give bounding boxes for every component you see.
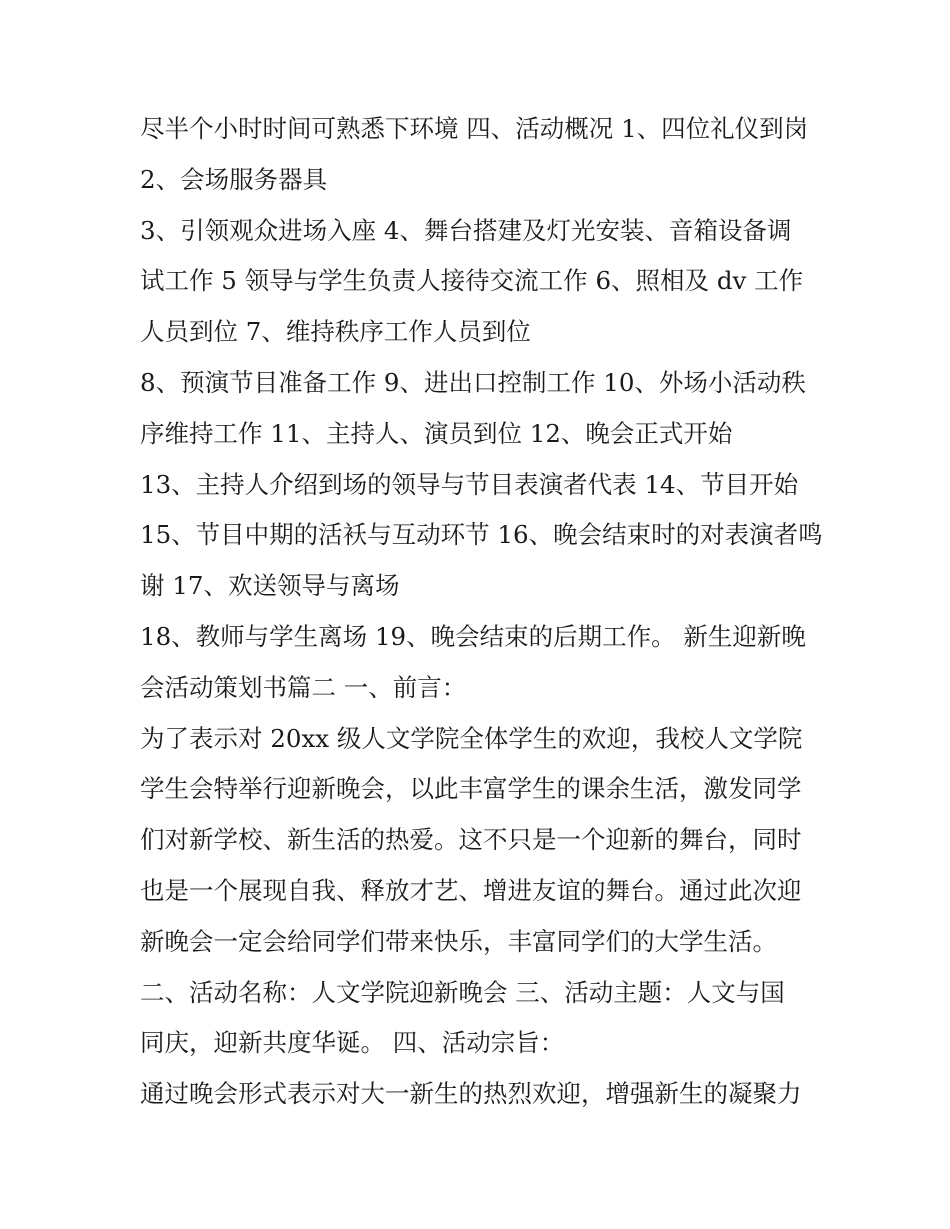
text-line: 18、教师与学生离场 19、晚会结束的后期工作。 新生迎新晚 xyxy=(140,621,806,651)
text-line: 3、引领观众进场入座 4、舞台搭建及灯光安装、音箱设备调 xyxy=(140,215,792,245)
text-line: 试工作 5 领导与学生负责人接待交流工作 6、照相及 dv 工作 xyxy=(140,266,804,296)
text-line: 为了表示对 20xx 级人文学院全体学生的欢迎，我校人文学院 xyxy=(140,723,803,753)
text-line: 会活动策划书篇二 一、前言： xyxy=(140,672,467,702)
text-line: 人员到位 7、维持秩序工作人员到位 xyxy=(140,317,531,347)
text-line: 也是一个展现自我、释放才艺、增进友谊的舞台。通过此次迎 xyxy=(140,875,802,905)
text-line: 15、节目中期的活袄与互动环节 16、晚会结束时的对表演者鸣 xyxy=(140,520,823,550)
text-line: 们对新学校、新生活的热爱。这不只是一个迎新的舞台，同时 xyxy=(140,825,802,855)
text-line: 序维持工作 11、主持人、演员到位 12、晚会正式开始 xyxy=(140,418,733,448)
text-line: 8、预演节目准备工作 9、进出口控制工作 10、外场小活动秩 xyxy=(140,367,806,397)
text-line: 尽半个小时时间可熟悉下环境 四、活动概况 1、四位礼仪到岗 xyxy=(140,114,809,143)
text-line: 学生会特举行迎新晚会，以此丰富学生的课余生活，激发同学 xyxy=(140,774,802,804)
text-line: 2、会场服务器具 xyxy=(140,164,328,194)
text-line: 二、活动名称：人文学院迎新晚会 三、活动主题：人文与国 xyxy=(140,977,785,1007)
text-line: 通过晚会形式表示对大一新生的热烈欢迎，增强新生的凝聚力 xyxy=(140,1079,802,1109)
text-line: 13、主持人介绍到场的领导与节目表演者代表 14、节目开始 xyxy=(140,469,799,499)
text-line: 谢 17、欢送领导与离场 xyxy=(140,571,400,601)
text-line: 同庆，迎新共度华诞。 四、活动宗旨： xyxy=(140,1028,565,1058)
text-line: 新晚会一定会给同学们带来快乐，丰富同学们的大学生活。 xyxy=(140,926,777,956)
document-body xyxy=(140,104,830,1120)
